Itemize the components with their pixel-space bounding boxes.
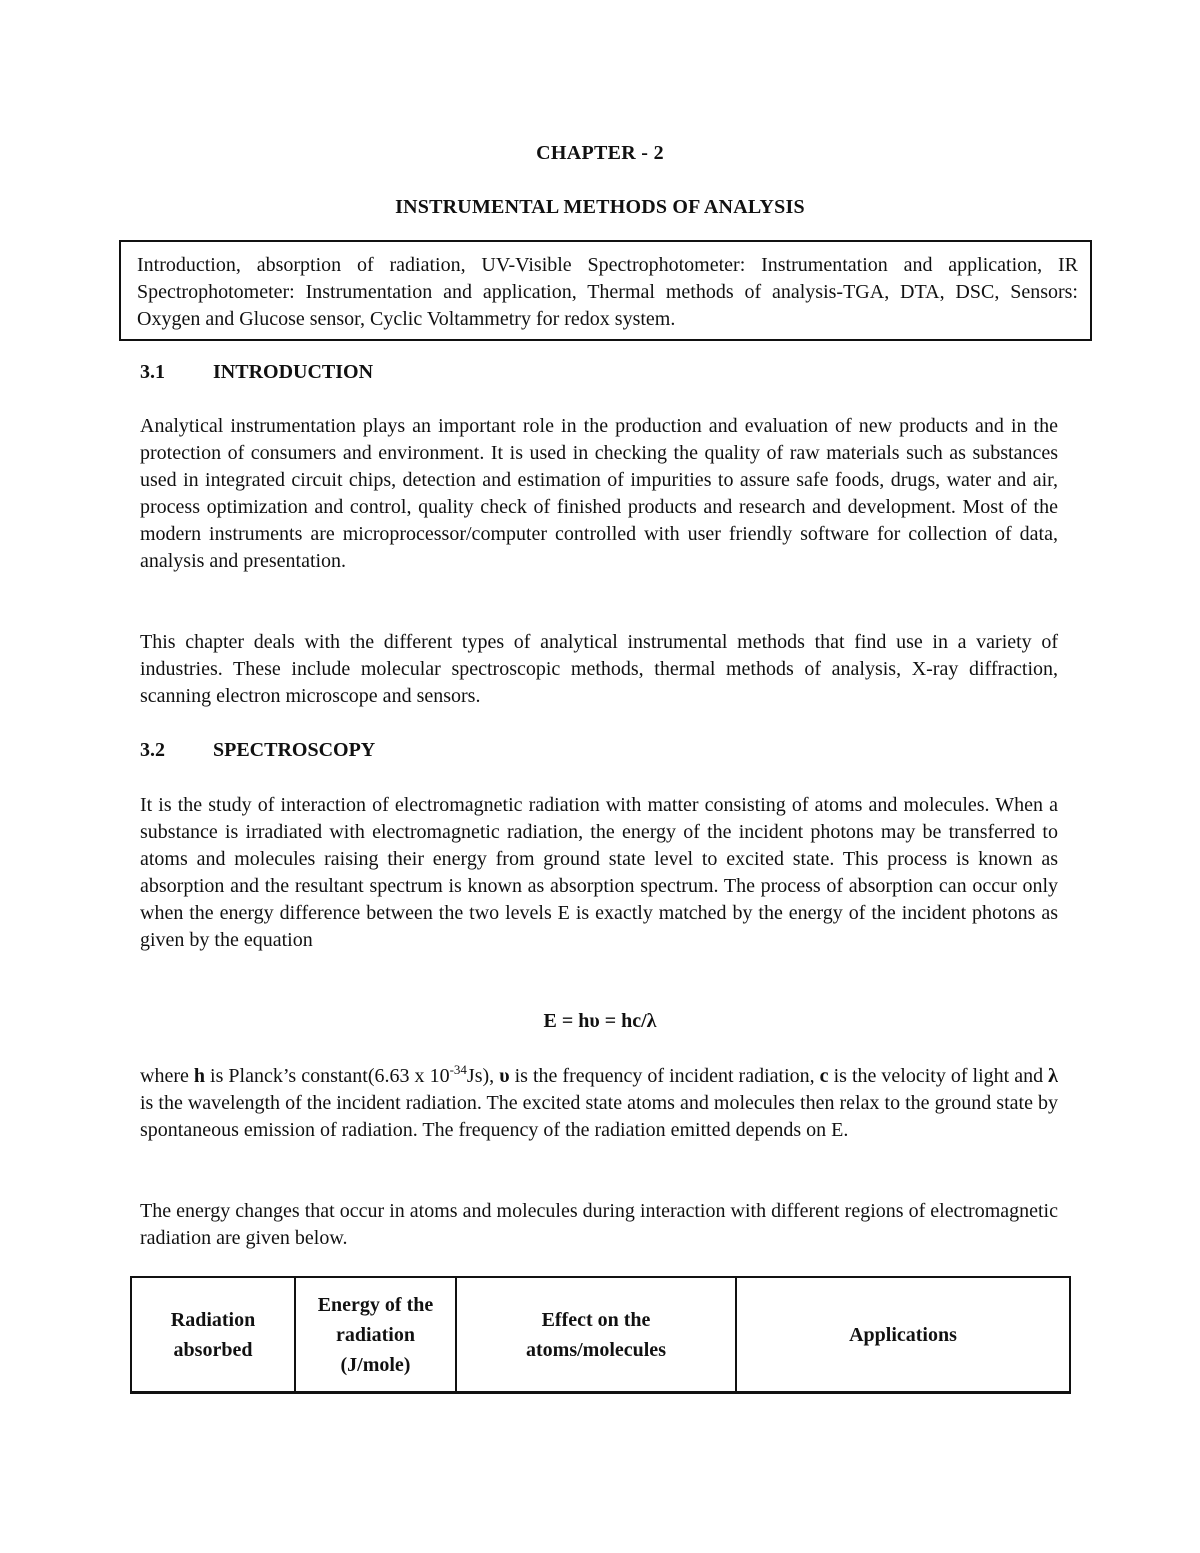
syllabus-box	[119, 240, 1092, 341]
section-title: INTRODUCTION	[213, 361, 374, 383]
chapter-title: INSTRUMENTAL METHODS OF ANALYSIS	[395, 196, 805, 218]
section-number: 3.2	[140, 739, 165, 761]
paragraph-introduction-1: Analytical instrumentation plays an important role in the production and evaluation of new products and in the protection of consumers and environment. It is used in checking the quality of raw materials such as substances used in integrated circuit chips, detection and estimation of impurities to assure safe foods, drugs, water and air, process optimization and control, quality check of finished products and research and development. Most of the modern instruments are microprocessor/computer controlled with user friendly software for collection of data, analysis and presentation.	[140, 415, 1058, 572]
table-header-applications: Applications	[736, 1277, 1070, 1393]
table-header-energy: Energy of the radiation (J/mole)	[295, 1277, 456, 1393]
paragraph-introduction-2: This chapter deals with the different types of analytical instrumental methods that find use in a variety of industries. These include molecular spectroscopic methods, thermal methods of analysis, X-ray diffraction, scanning electron microscope and sensors.	[140, 631, 1058, 707]
chapter-label: CHAPTER - 2	[536, 142, 664, 164]
table-header-effect: Effect on the atoms/molecules	[456, 1277, 736, 1393]
exponent: -34	[449, 1062, 467, 1077]
table-header-radiation-absorbed: Radiation absorbed	[131, 1277, 295, 1393]
section-heading-introduction	[140, 361, 373, 384]
radiation-table	[130, 1276, 1071, 1394]
table-header-row	[131, 1277, 1070, 1393]
paragraph-spectroscopy-3: The energy changes that occur in atoms and molecules during interaction with different regions of electromagnetic radiation are given below.	[140, 1200, 1058, 1249]
paragraph-spectroscopy-2: where h is Planck’s constant(6.63 x $10^{-34}Js$), υ is the frequency of incident radiation, c is the velocity of light and λ is the wavelength of the incident radiation. The excited state atoms and molecules then relax to the ground state by spontaneous emission of radiation. The frequency of the radiation emitted depends on E.	[140, 1062, 1058, 1141]
section-title: SPECTROSCOPY	[213, 739, 376, 761]
section-heading-spectroscopy	[140, 739, 375, 762]
paragraph-spectroscopy-1: It is the study of interaction of electromagnetic radiation with matter consisting of atoms and molecules. When a substance is irradiated with electromagnetic radiation, the energy of the incident photons may be transferred to atoms and molecules raising their energy from ground state level to excited state. This process is known as absorption and the resultant spectrum is known as absorption spectrum. The process of absorption can occur only when the energy difference between the two levels E is exactly matched by the energy of the incident photons as given by the equation	[140, 794, 1058, 951]
equation: E = hυ = hc/λ	[543, 1010, 657, 1032]
section-number: 3.1	[140, 361, 165, 383]
syllabus-text: Introduction, absorption of radiation, UV-Visible Spectrophotometer: Instrumentation and application, IR Spectrophotometer: Instrumentation and application, Thermal methods of analysis-TGA, DTA, DSC, Sensors: Oxygen and Glucose sensor, Cyclic Voltammetry for redox system.	[137, 254, 1078, 330]
